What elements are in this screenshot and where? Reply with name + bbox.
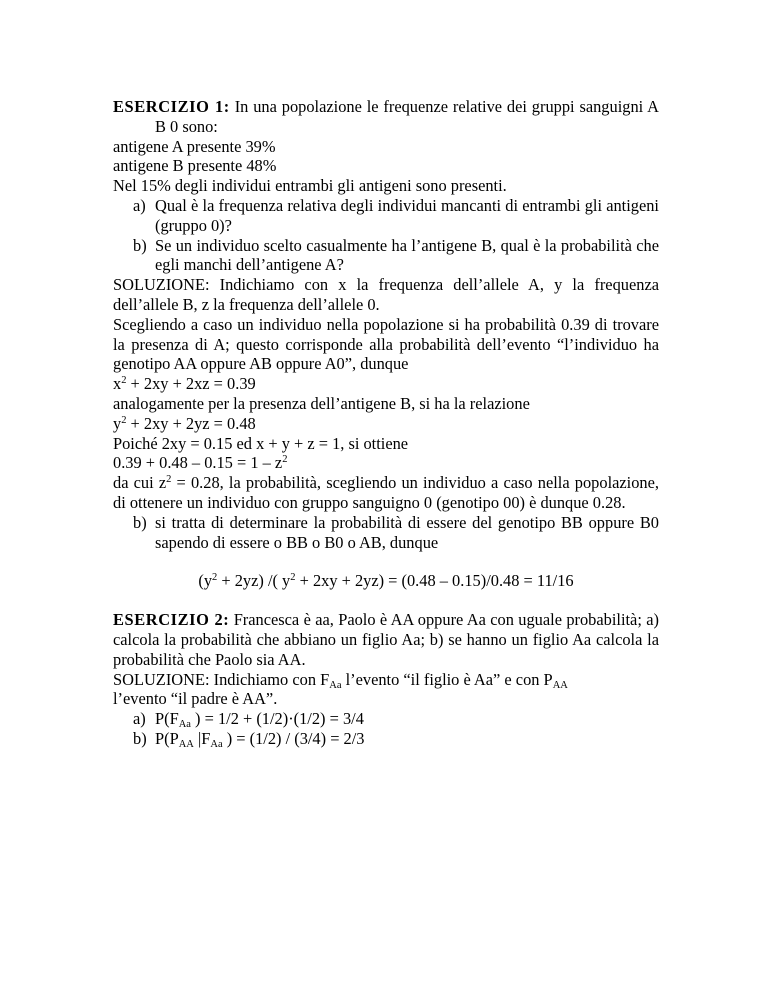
- equation-2-exponent: 2: [121, 414, 127, 426]
- solution-b-text: si tratta di determinare la probabilità di essere del genotipo BB oppure B0 sapendo di essere o BB o B0 o AB, dunque: [155, 512, 659, 552]
- question-b-label: b): [133, 235, 147, 255]
- solution-paragraph-5-exponent: 2: [166, 474, 172, 486]
- question-a: [113, 196, 659, 236]
- answer-a-label: a): [133, 709, 146, 729]
- answer-a-rest: ) = 1/2 + (1/2)·(1/2) = 3/4: [190, 709, 364, 729]
- answer-b-start: P(P: [155, 728, 179, 748]
- exercise-2-solution: [113, 670, 659, 710]
- answer-b-middle: |F: [193, 728, 211, 748]
- document-content: [113, 97, 659, 749]
- exercise-2-solution-end: l’evento “il padre è AA”.: [113, 689, 278, 709]
- solution-b: [113, 513, 659, 553]
- solution-paragraph-3: analogamente per la presenza dell’antigene B, si ha la relazione: [113, 393, 530, 413]
- equation-2-var: y: [113, 413, 122, 433]
- exercise-1-intro: In una popolazione le frequenze relative dei gruppi sanguigni A B 0 sono:: [155, 97, 659, 136]
- spacer: [113, 552, 659, 571]
- equation-1-var: x: [113, 374, 122, 394]
- answer-b-rest: ) = (1/2) / (3/4) = 2/3: [222, 728, 365, 748]
- equation-3-body: 0.39 + 0.48 – 0.15 = 1 – z: [113, 453, 283, 473]
- answer-b-subscript-1: AA: [178, 738, 194, 750]
- answer-a-subscript: Aa: [178, 719, 191, 731]
- equation-1: [113, 374, 659, 394]
- equation-3-exponent: 2: [282, 454, 288, 466]
- answer-b-subscript-2: Aa: [210, 738, 223, 750]
- question-a-text: Qual è la frequenza relativa degli individui mancanti di entrambi gli antigeni (gruppo 0)?: [155, 195, 659, 235]
- formula-middle: + 2yz) /( y: [217, 571, 291, 591]
- answer-b: [113, 729, 659, 749]
- conditional-probability-formula: [113, 571, 659, 591]
- solution-intro: SOLUZIONE: Indichiamo con x la frequenza dell’allele A, y la frequenza dell’allele B, z la frequenza dell’allele 0.: [113, 275, 659, 314]
- formula-rest: + 2xy + 2yz) = (0.48 – 0.15)/0.48 = 11/16: [295, 571, 574, 591]
- answer-a: [113, 709, 659, 729]
- formula-exponent-2: 2: [290, 572, 296, 584]
- question-b: [113, 236, 659, 276]
- solution-paragraph-2: Scegliendo a caso un individuo nella popolazione si ha probabilità 0.39 di trovare la presenza di A; questo corrisponde alla probabilità dell’evento “l’individuo ha genotipo AA oppure AB oppure A0”, dunque: [113, 314, 659, 374]
- exercise-2-solution-start: SOLUZIONE: Indichiamo con F: [113, 669, 330, 689]
- exercise-1-title: ESERCIZIO 1:: [113, 97, 230, 116]
- exercise-2-solution-middle: l’evento “il figlio è Aa” e con P: [341, 669, 553, 689]
- question-a-label: a): [133, 195, 146, 215]
- subscript-aa: Aa: [329, 679, 342, 691]
- equation-2: [113, 414, 659, 434]
- exercise-2-title: ESERCIZIO 2:: [113, 610, 230, 630]
- solution-paragraph-4: Poiché 2xy = 0.15 ed x + y + z = 1, si ottiene: [113, 433, 409, 453]
- spacer: [113, 591, 659, 610]
- solution-paragraph-5-start: da cui z: [113, 473, 167, 493]
- equation-2-rest: + 2xy + 2yz = 0.48: [126, 413, 256, 433]
- equation-1-exponent: 2: [121, 375, 127, 387]
- answer-a-start: P(F: [155, 709, 179, 729]
- question-b-text: Se un individuo scelto casualmente ha l’antigene B, qual è la probabilità che egli manchi dell’antigene A?: [155, 235, 659, 275]
- formula-exponent-1: 2: [212, 572, 218, 584]
- antigen-a-line: antigene A presente 39%: [113, 136, 276, 156]
- formula-open: (y: [198, 571, 213, 591]
- exercise-2-statement: [113, 610, 659, 669]
- antigen-b-line: antigene B presente 48%: [113, 156, 277, 176]
- answer-b-label: b): [133, 728, 147, 748]
- both-antigens-line: Nel 15% degli individui entrambi gli antigeni sono presenti.: [113, 176, 507, 196]
- solution-b-label: b): [133, 512, 147, 532]
- exercise-2-text: Francesca è aa, Paolo è AA oppure Aa con uguale probabilità; a) calcola la probabilità che abbiano un figlio Aa; b) se hanno un figlio Aa calcola la probabilità che Paolo sia AA.: [113, 610, 659, 669]
- equation-1-rest: + 2xy + 2xz = 0.39: [126, 374, 256, 394]
- exercise-1-statement: [113, 97, 659, 137]
- subscript-AA: AA: [552, 679, 568, 691]
- solution-paragraph-5-rest: = 0.28, la probabilità, scegliendo un individuo a caso nella popolazione, di ottenere un individuo con gruppo sanguigno 0 (genotipo 00) è dunque 0.28.: [113, 473, 659, 512]
- equation-3: [113, 453, 659, 473]
- solution-paragraph-5: [113, 473, 659, 513]
